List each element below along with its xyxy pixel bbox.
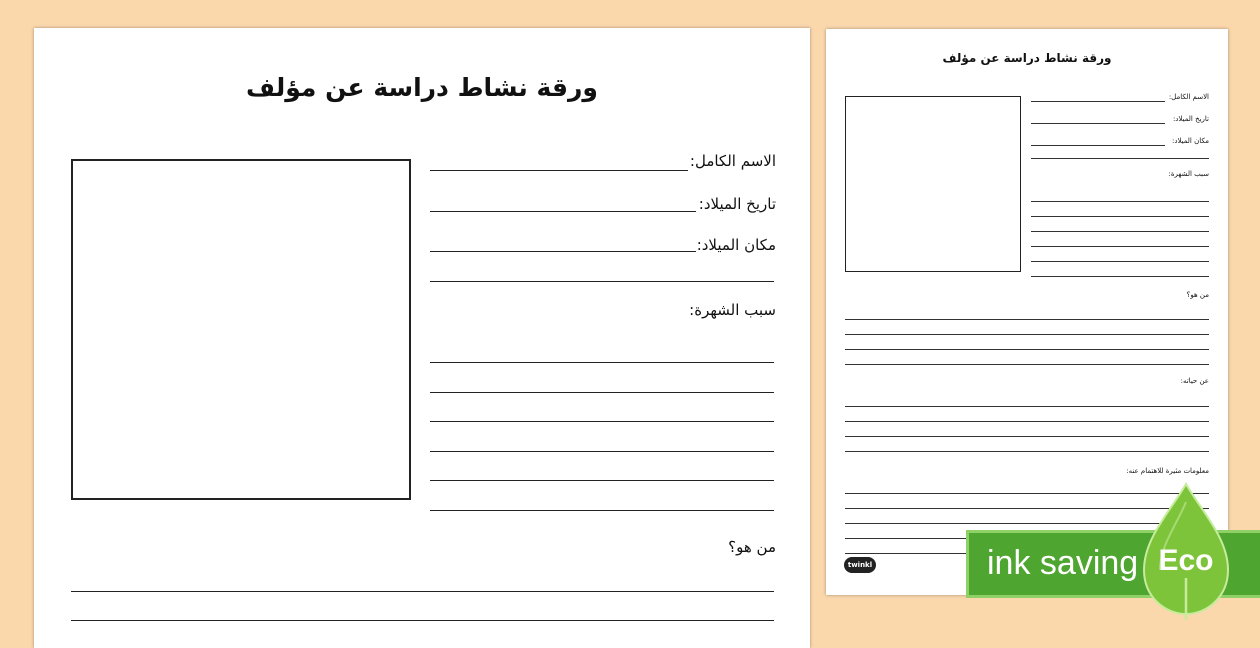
worksheet-title: ورقة نشاط دراسة عن مؤلف — [942, 51, 1112, 65]
portrait-box[interactable] — [71, 159, 411, 500]
writing-line[interactable] — [1031, 261, 1209, 262]
worksheet-title: ورقة نشاط دراسة عن مؤلف — [246, 73, 598, 102]
writing-line[interactable] — [1031, 231, 1209, 232]
writing-line[interactable] — [845, 406, 1209, 407]
birth-place-label: مكان الميلاد: — [1171, 137, 1209, 145]
worksheet-page-large — [34, 28, 810, 648]
eco-label: Eco — [1158, 544, 1214, 577]
birth-place-line[interactable] — [430, 251, 696, 252]
portrait-box[interactable] — [845, 96, 1021, 272]
writing-line[interactable] — [430, 421, 774, 422]
writing-line[interactable] — [845, 436, 1209, 437]
interesting-facts-label: معلومات مثيرة للاهتمام عنه: — [1126, 467, 1209, 475]
writing-line[interactable] — [845, 319, 1209, 320]
writing-line[interactable] — [845, 349, 1209, 350]
writing-line[interactable] — [1031, 158, 1209, 159]
eco-leaf-badge — [1140, 482, 1232, 620]
writing-line[interactable] — [71, 591, 774, 592]
writing-line[interactable] — [430, 392, 774, 393]
writing-line[interactable] — [430, 362, 774, 363]
who-label: من هو؟ — [1186, 291, 1209, 299]
fame-reason-label: سبب الشهرة: — [689, 301, 776, 319]
writing-line[interactable] — [845, 451, 1209, 452]
birth-date-line[interactable] — [1031, 123, 1165, 124]
full-name-label: الاسم الكامل: — [689, 152, 776, 170]
writing-line[interactable] — [1031, 216, 1209, 217]
birth-date-line[interactable] — [430, 211, 696, 212]
writing-line[interactable] — [845, 421, 1209, 422]
writing-line[interactable] — [1031, 246, 1209, 247]
writing-line[interactable] — [1031, 276, 1209, 277]
full-name-line[interactable] — [1031, 101, 1165, 102]
life-label: عن حياته: — [1180, 377, 1209, 385]
birth-place-label: مكان الميلاد: — [696, 236, 776, 254]
writing-line[interactable] — [845, 334, 1209, 335]
birth-place-line[interactable] — [1031, 145, 1165, 146]
twinkl-logo: twinkl — [844, 557, 876, 573]
writing-line[interactable] — [430, 480, 774, 481]
ink-saving-text: ink saving — [987, 544, 1139, 582]
fame-reason-label: سبب الشهرة: — [1168, 170, 1209, 178]
writing-line[interactable] — [430, 451, 774, 452]
writing-line[interactable] — [71, 620, 774, 621]
full-name-label: الاسم الكامل: — [1168, 93, 1209, 101]
full-name-line[interactable] — [430, 170, 688, 171]
who-label: من هو؟ — [728, 538, 776, 556]
birth-date-label: تاريخ الميلاد: — [1172, 115, 1209, 123]
writing-line[interactable] — [430, 510, 774, 511]
writing-line[interactable] — [845, 364, 1209, 365]
writing-line[interactable] — [1031, 201, 1209, 202]
birth-date-label: تاريخ الميلاد: — [698, 195, 776, 213]
writing-line[interactable] — [430, 281, 774, 282]
